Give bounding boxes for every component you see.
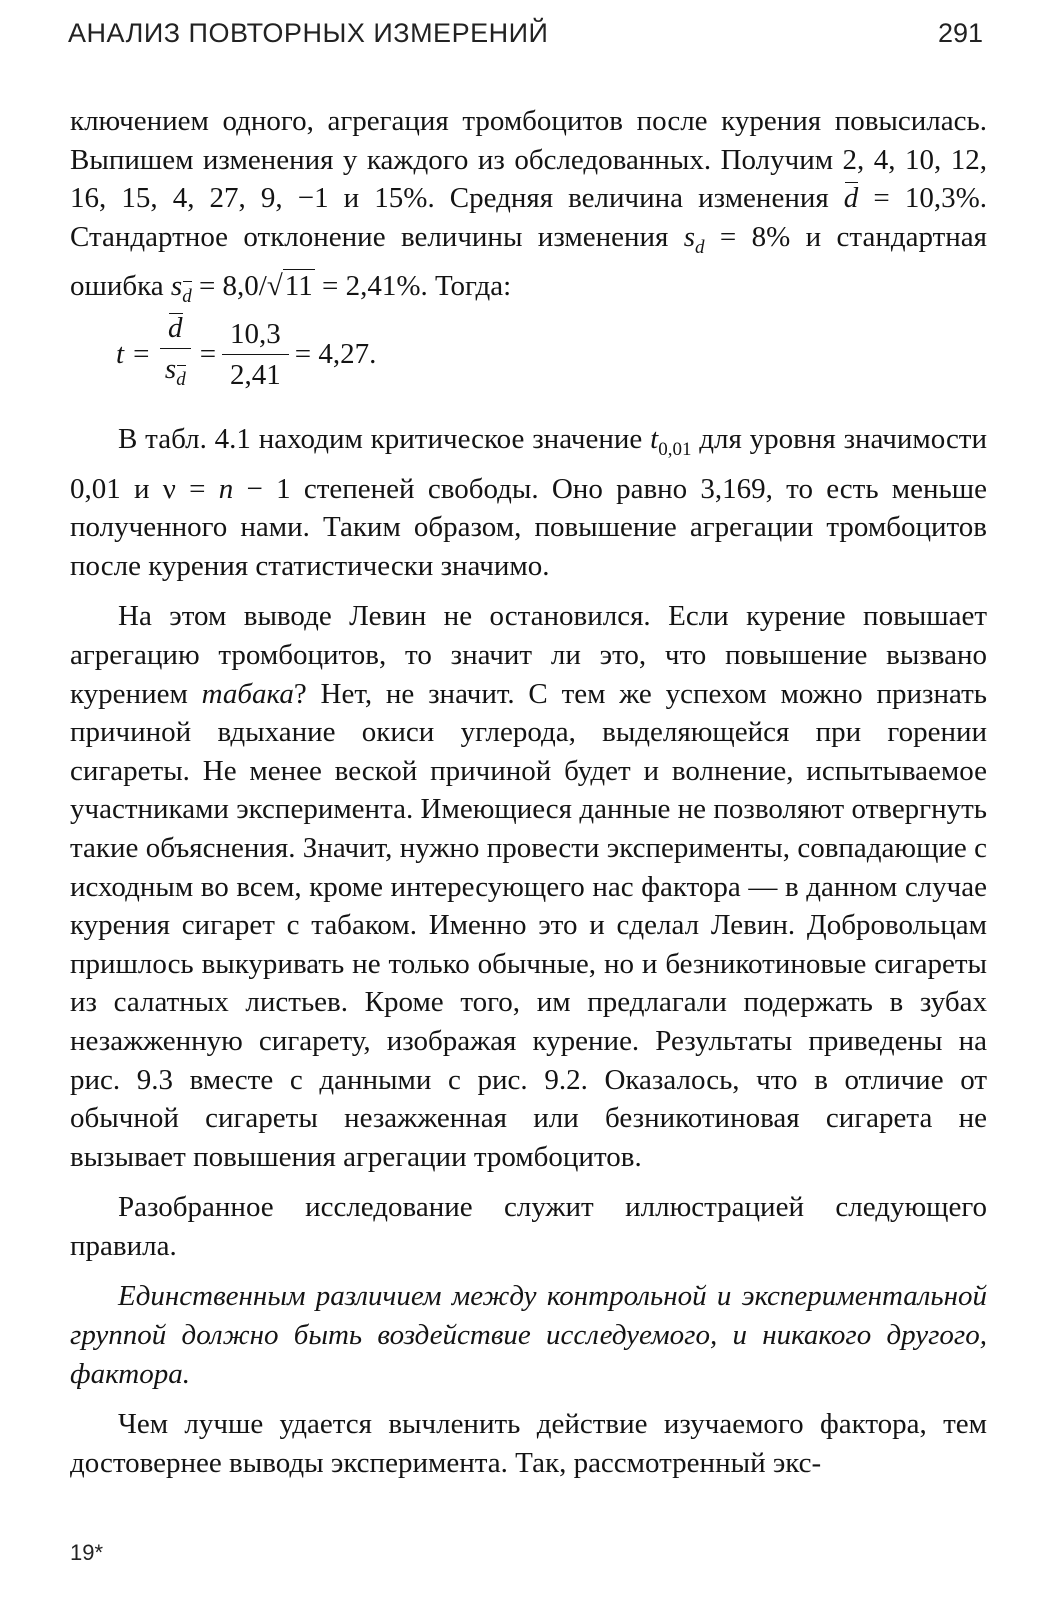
p2-text-3: − 1 степеней свободы. Оно равно 3,169, то есть меньше полученного нами. Таким образом, повышение агрегации тромбоцитов после курения статистически значимо. [70, 472, 987, 582]
paragraph-6: Чем лучше удается вычленить действие изучаемого фактора, тем достовернее выводы эксперимента. Так, рассмотренный экс- [70, 1408, 987, 1479]
se-symbol: s [170, 270, 183, 303]
p3-text-1: На этом выводе Левин не остановился. Если курение повышает агрегацию тромбоцитов, то значит ли это, что повышение вызвано курением [70, 600, 987, 710]
formula-lhs: t = [116, 337, 151, 370]
signature-mark: 19* [70, 1540, 104, 1565]
formula-den1-sub: d [176, 362, 186, 398]
body-text [70, 420, 987, 1482]
fraction-symbolic [157, 310, 194, 398]
t-critical-symbol: t [650, 423, 659, 455]
p1-d-value: = 10,3%. Стандартное отклонение величины изменения [70, 182, 987, 253]
fraction-numeric [222, 316, 289, 393]
t-critical-subscript: 0,01 [658, 439, 692, 460]
p3-text-2: ? Нет, не значит. С тем же успехом можно признать причиной вдыхание окиси углерода, выделяющейся при горении сигареты. Не менее веской причиной будет и волнение, испытываемое участниками эксперимента. Имеющиеся данные не позволяют отвергнуть такие объяснения. Значит, нужно провести эксперименты, совпадающие с исходным во всем, кроме интересующего нас фактора — в данном случае курения сигарет с табаком. Именно это и сделал Левин. Добровольцам пришлось выкуривать не только обычные, но и безникотиновые сигареты из салатных листьев. Кроме того, им предлагали подержать в зубах незажженную сигарету, изображая курение. Результаты приведены на рис. 9.3 вместе с данными с рис. 9.2. Оказалось, что в отличие от обычной сигареты незажженная или безникотиновая сигарета не вызывает повышения агрегации тромбоцитов. [70, 677, 988, 1173]
running-head: АНАЛИЗ ПОВТОРНЫХ ИЗМЕРЕНИЙ [68, 18, 549, 48]
paragraph-continuation [70, 102, 987, 317]
formula-den2: 2,41 [230, 358, 281, 391]
p2-text-2: для уровня значимости 0,01 и ν = [70, 423, 988, 505]
sd-symbol: s [683, 220, 696, 253]
formula-den1-s: s [164, 353, 177, 385]
mean-d-symbol: d [844, 179, 859, 218]
page-number: 291 [937, 18, 983, 48]
rule-statement: Единственным различием между контрольной и экспериментальной группой должно быть воздействие исследуемого, и никакого другого, фактора. [70, 1280, 987, 1390]
formula-eq: = [199, 337, 217, 370]
p1-se-eq: = 8,0/ [191, 270, 267, 303]
paragraph-2 [70, 420, 987, 585]
se-subscript: d [182, 278, 192, 317]
sqrt-n: 11 [284, 270, 313, 303]
t-test-formula [116, 306, 376, 402]
n-symbol: n [218, 472, 234, 505]
p2-text-1: В табл. 4.1 находим критическое значение [118, 423, 651, 455]
p1-se-value: = 2,41%. Тогда: [314, 270, 512, 303]
p1-sd-value: = 8% и стандартная ошибка [70, 220, 987, 303]
paragraph-3 [70, 597, 987, 1176]
sd-subscript: d [695, 236, 705, 258]
p3-emphasis: табака [201, 677, 294, 710]
formula-result: = 4,27. [294, 337, 377, 370]
formula-num1: d [168, 312, 183, 344]
sqrt-sign: √ [266, 270, 283, 303]
p1-text: ключением одного, агрегация тромбоцитов после курения повысилась. Выпишем изменения у каждого из обследованных. Получим 2, 4, 10, 12, 16, 15, 4, 27, 9, −1 и 15%. Средняя величина изменения [70, 105, 987, 215]
formula-num2: 10,3 [222, 316, 289, 355]
paragraph-4: Разобранное исследование служит иллюстрацией следующего правила. [70, 1191, 987, 1262]
